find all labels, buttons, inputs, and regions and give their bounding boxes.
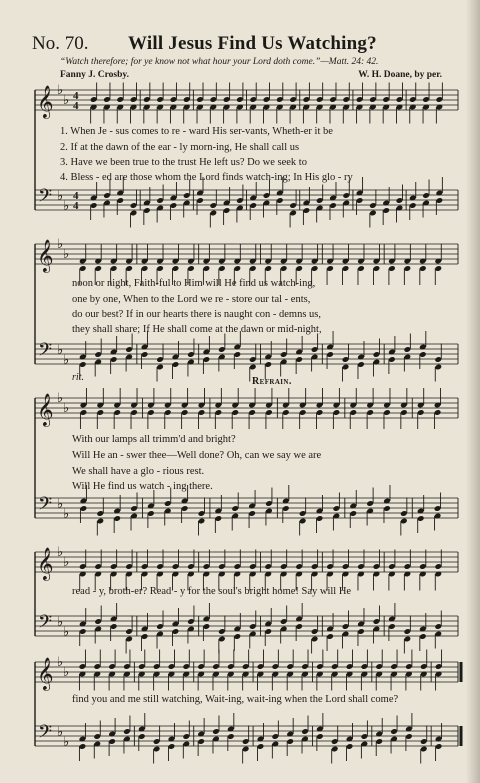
refrain-heading: Refrain. [252, 376, 292, 387]
flat-sign-icon: ♭ [63, 247, 70, 262]
hymn-number: No. 70. [32, 33, 89, 54]
flat-sign-icon: ♭ [57, 343, 64, 358]
flat-sign-icon: ♭ [57, 497, 64, 512]
flat-sign-icon: ♭ [63, 199, 70, 214]
treble-clef-icon: 𝄞 [37, 547, 54, 580]
bass-clef-icon: 𝄢 [38, 722, 53, 747]
time-signature: 4 [73, 90, 79, 102]
lyric-line: they shall share; If He shall come at the dawn or mid-night, [72, 324, 322, 335]
flat-sign-icon: ♭ [57, 391, 64, 406]
lyric-line: find you and me still watching, Wait-ing, wait-ing when the Lord shall come? [72, 694, 399, 705]
lyric-line: 1. When Je - sus comes to re - ward His ser-vants, Wheth-er it be [60, 126, 333, 137]
treble-clef-icon: 𝄞 [37, 393, 54, 426]
bass-clef-icon: 𝄢 [38, 186, 53, 211]
flat-sign-icon: ♭ [57, 237, 64, 252]
flat-sign-icon: ♭ [57, 615, 64, 630]
flat-sign-icon: ♭ [63, 665, 70, 680]
page-edge-shadow [466, 0, 480, 783]
flat-sign-icon: ♭ [63, 625, 70, 640]
bass-clef-icon: 𝄢 [38, 494, 53, 519]
ritardando-mark: rit. [72, 372, 84, 383]
flat-sign-icon: ♭ [63, 353, 70, 368]
flat-sign-icon: ♭ [57, 545, 64, 560]
lyric-line: Will He an - swer thee—Well done? Oh, can we say we are [72, 450, 322, 461]
flat-sign-icon: ♭ [57, 83, 64, 98]
lyric-line: We shall have a glo - rious rest. [72, 466, 205, 477]
treble-clef-icon: 𝄞 [37, 657, 54, 690]
flat-sign-icon: ♭ [57, 655, 64, 670]
flat-sign-icon: ♭ [57, 189, 64, 204]
lyric-line: 4. Bless - ed are those whom the Lord finds watch-ing; In His glo - ry [60, 172, 353, 183]
lyric-line: 2. If at the dawn of the ear - ly morn-ing, He shall call us [60, 142, 300, 153]
bass-clef-icon: 𝄢 [38, 340, 53, 365]
time-signature: 4 [73, 200, 79, 212]
flat-sign-icon: ♭ [63, 507, 70, 522]
lyricist-credit: Fanny J. Crosby. [60, 70, 129, 80]
flat-sign-icon: ♭ [63, 735, 70, 750]
lyric-line: Will He find us watch - ing there. [72, 481, 213, 492]
lyric-line: read - y, broth-er? Read - y for the soul's bright home! Say will He [72, 586, 352, 597]
flat-sign-icon: ♭ [63, 555, 70, 570]
time-signature: 4 [73, 100, 79, 112]
bass-clef-icon: 𝄢 [38, 612, 53, 637]
flat-sign-icon: ♭ [63, 401, 70, 416]
time-signature: 4 [73, 190, 79, 202]
lyric-line: With our lamps all trimm'd and bright? [72, 434, 236, 445]
composer-credit: W. H. Doane, by per. [358, 70, 442, 80]
hymn-title: Will Jesus Find Us Watching? [128, 33, 377, 54]
flat-sign-icon: ♭ [63, 93, 70, 108]
scripture-epigraph: “Watch therefore; for ye know not what hour your Lord doth come.”—Matt. 24: 42. [60, 57, 379, 67]
treble-clef-icon: 𝄞 [37, 85, 54, 118]
lyric-line: 3. Have we been true to the trust He left us? Do we seek to [60, 157, 307, 168]
lyric-line: one by one, When to the Lord we re - store our tal - ents, [72, 294, 311, 305]
treble-clef-icon: 𝄞 [37, 239, 54, 272]
lyric-line: do our best? If in our hearts there is naught con - demns us, [72, 309, 322, 320]
flat-sign-icon: ♭ [57, 725, 64, 740]
lyric-line: noon or night, Faith-ful to Him will He find us watch-ing, [72, 278, 316, 289]
